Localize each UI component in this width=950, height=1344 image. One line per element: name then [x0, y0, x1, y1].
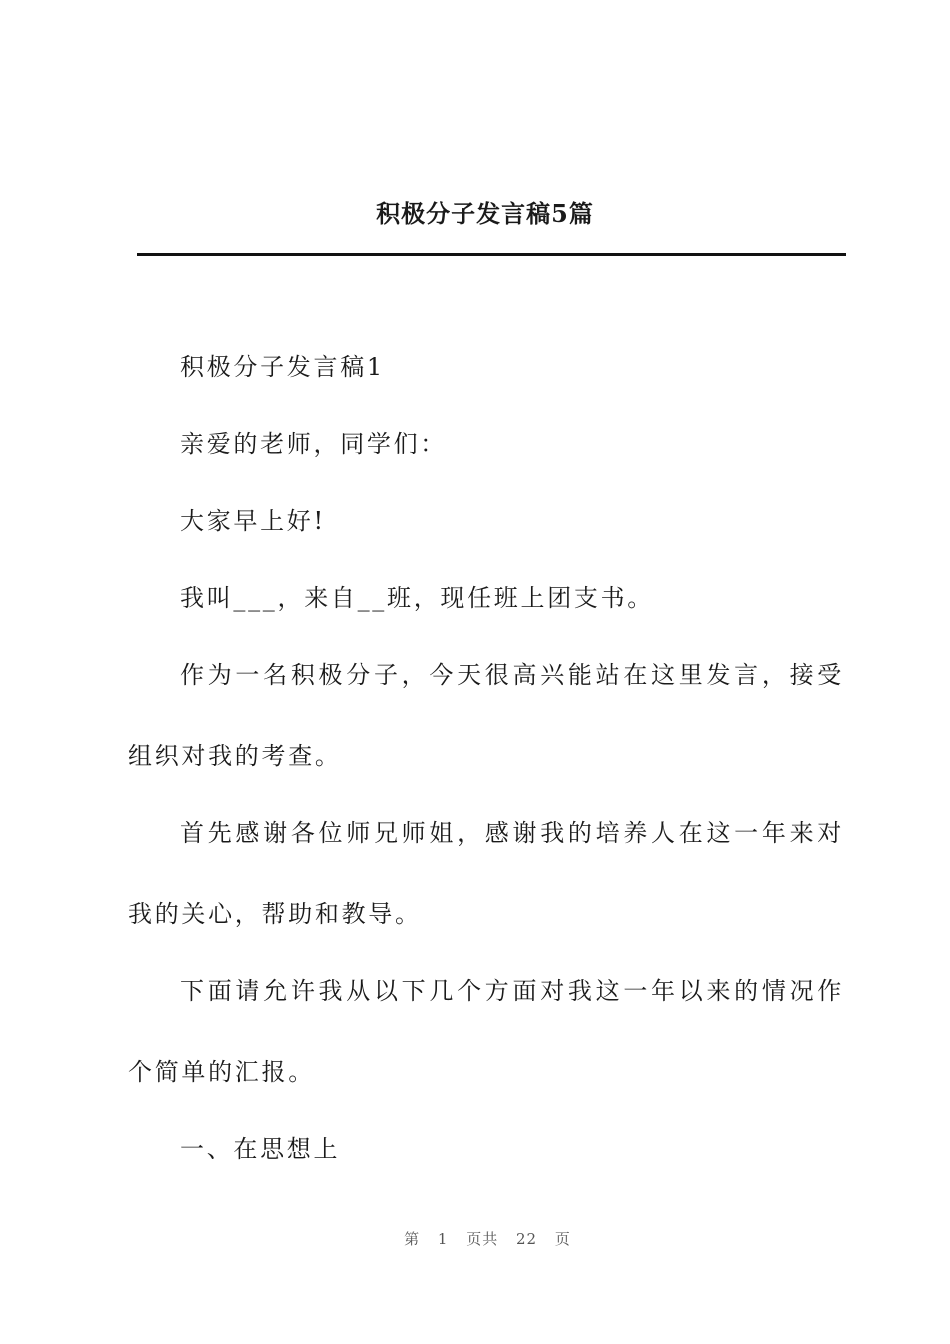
title-divider — [137, 253, 846, 256]
footer-page-number: 1 — [437, 1230, 449, 1248]
paragraph-purpose: 作为一名积极分子，今天很高兴能站在这里发言，接受组织对我的考查。 — [128, 661, 844, 770]
paragraph-salutation: 亲爱的老师，同学们： — [180, 430, 447, 458]
paragraph-thanks: 首先感谢各位师兄师姐，感谢我的培养人在这一年来对我的关心，帮助和教导。 — [128, 819, 844, 928]
paragraph-report-intro: 下面请允许我从以下几个方面对我这一年以来的情况作个简单的汇报。 — [128, 977, 844, 1086]
document-title: 积极分子发言稿5篇 — [376, 199, 594, 228]
footer-middle: 页共 — [466, 1230, 499, 1248]
paragraph-greeting: 大家早上好! — [180, 507, 326, 535]
section-heading-thought: 一、在思想上 — [180, 1135, 341, 1163]
footer-prefix: 第 — [404, 1230, 421, 1248]
paragraph-introduction: 我叫___，来自__班，现任班上团支书。 — [180, 584, 654, 612]
footer-suffix: 页 — [554, 1230, 571, 1248]
footer-total-pages: 22 — [516, 1230, 538, 1248]
page-footer — [0, 1228, 950, 1249]
paragraph-heading: 积极分子发言稿1 — [180, 353, 385, 381]
document-body — [128, 346, 844, 1205]
